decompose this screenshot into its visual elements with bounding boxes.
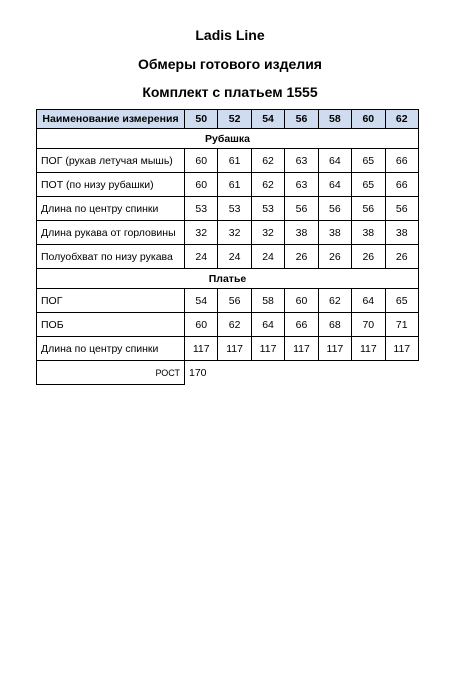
value-cell: 56	[385, 197, 418, 221]
header-size-cell: 60	[352, 110, 385, 129]
value-cell: 62	[318, 289, 351, 313]
value-cell: 26	[352, 245, 385, 269]
row-label: ПОГ (рукав летучая мышь)	[37, 149, 185, 173]
value-cell: 64	[251, 313, 284, 337]
value-cell: 65	[352, 149, 385, 173]
table-row	[37, 313, 419, 337]
value-cell: 26	[285, 245, 318, 269]
value-cell: 68	[318, 313, 351, 337]
value-cell: 62	[218, 313, 251, 337]
value-cell: 117	[251, 337, 284, 361]
value-cell: 66	[385, 149, 418, 173]
value-cell: 60	[185, 149, 218, 173]
value-cell: 38	[385, 221, 418, 245]
value-cell: 66	[285, 313, 318, 337]
product-title: Комплект с платьем 1555	[142, 84, 318, 100]
value-cell: 64	[352, 289, 385, 313]
value-cell: 65	[352, 173, 385, 197]
section-title: Платье	[37, 269, 419, 289]
value-cell: 54	[185, 289, 218, 313]
value-cell: 56	[318, 197, 351, 221]
value-cell: 64	[318, 173, 351, 197]
header-size-cell: 52	[218, 110, 251, 129]
value-cell: 66	[385, 173, 418, 197]
header-name-cell: Наименование измерения	[37, 110, 185, 129]
header-row	[37, 110, 419, 129]
value-cell: 60	[185, 173, 218, 197]
value-cell: 26	[385, 245, 418, 269]
value-cell: 32	[251, 221, 284, 245]
value-cell: 70	[352, 313, 385, 337]
rost-row	[37, 361, 419, 385]
value-cell: 117	[385, 337, 418, 361]
value-cell: 117	[185, 337, 218, 361]
row-label: Длина рукава от горловины	[37, 221, 185, 245]
value-cell: 62	[251, 173, 284, 197]
value-cell: 26	[318, 245, 351, 269]
header-size-cell: 62	[385, 110, 418, 129]
value-cell: 53	[218, 197, 251, 221]
value-cell: 63	[285, 149, 318, 173]
table-row	[37, 337, 419, 361]
row-label: ПОБ	[37, 313, 185, 337]
value-cell: 65	[385, 289, 418, 313]
rost-empty	[218, 361, 419, 385]
value-cell: 62	[251, 149, 284, 173]
value-cell: 24	[185, 245, 218, 269]
table-row	[37, 149, 419, 173]
value-cell: 53	[251, 197, 284, 221]
document-subtitle: Обмеры готового изделия	[138, 56, 322, 72]
table-row	[37, 173, 419, 197]
value-cell: 60	[185, 313, 218, 337]
measurements-table	[36, 109, 419, 385]
value-cell: 24	[218, 245, 251, 269]
value-cell: 58	[251, 289, 284, 313]
value-cell: 24	[251, 245, 284, 269]
value-cell: 64	[318, 149, 351, 173]
section-row	[37, 129, 419, 149]
value-cell: 61	[218, 173, 251, 197]
value-cell: 38	[285, 221, 318, 245]
value-cell: 63	[285, 173, 318, 197]
row-label: Длина по центру спинки	[37, 197, 185, 221]
value-cell: 56	[285, 197, 318, 221]
header-size-cell: 50	[185, 110, 218, 129]
header-size-cell: 56	[285, 110, 318, 129]
value-cell: 32	[185, 221, 218, 245]
row-label: ПОТ (по низу рубашки)	[37, 173, 185, 197]
value-cell: 38	[318, 221, 351, 245]
rost-label: РОСТ	[37, 361, 185, 385]
brand-title: Ladis Line	[195, 27, 265, 43]
value-cell: 117	[318, 337, 351, 361]
value-cell: 53	[185, 197, 218, 221]
value-cell: 61	[218, 149, 251, 173]
section-row	[37, 269, 419, 289]
value-cell: 117	[218, 337, 251, 361]
value-cell: 32	[218, 221, 251, 245]
table-row	[37, 221, 419, 245]
row-label: ПОГ	[37, 289, 185, 313]
row-label: Полуобхват по низу рукава	[37, 245, 185, 269]
value-cell: 71	[385, 313, 418, 337]
value-cell: 60	[285, 289, 318, 313]
rost-value: 170	[185, 361, 218, 385]
value-cell: 56	[218, 289, 251, 313]
section-title: Рубашка	[37, 129, 419, 149]
value-cell: 117	[285, 337, 318, 361]
table-row	[37, 245, 419, 269]
value-cell: 117	[352, 337, 385, 361]
table-row	[37, 197, 419, 221]
row-label: Длина по центру спинки	[37, 337, 185, 361]
header-size-cell: 54	[251, 110, 284, 129]
header-size-cell: 58	[318, 110, 351, 129]
table-row	[37, 289, 419, 313]
value-cell: 38	[352, 221, 385, 245]
value-cell: 56	[352, 197, 385, 221]
